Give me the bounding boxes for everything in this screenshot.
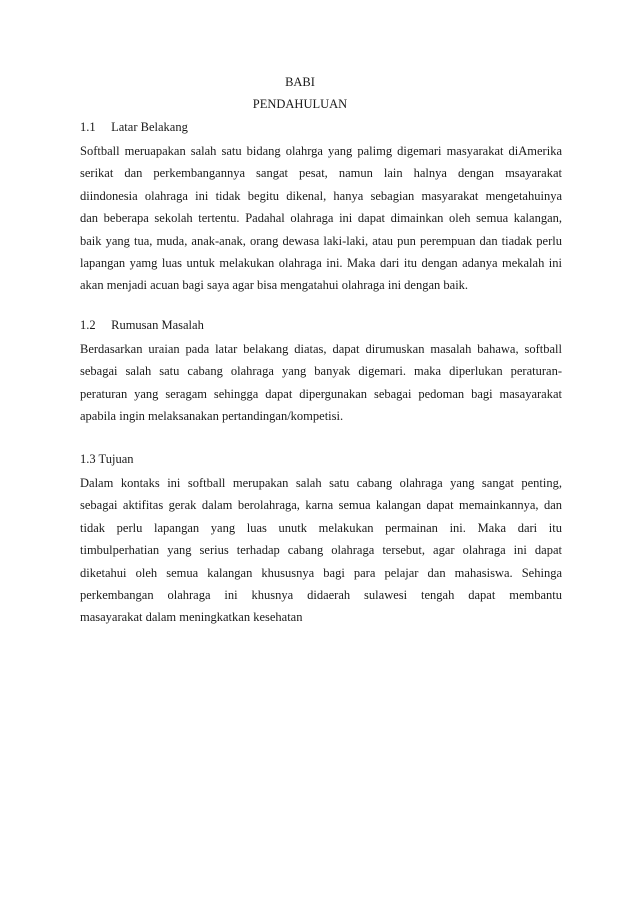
paragraph-line: Berdasarkan uraian pada latar belakang diatas, dapat dirumuskan masalah bahawa, softball [80,342,562,356]
paragraph-line: timbulperhatian yang serius terhadap cabang olahraga tersebut, agar olahraga ini dapat [80,543,562,558]
paragraph-latar-belakang [80,140,562,297]
section-heading-tujuan [80,452,134,467]
paragraph-line: diketahui oleh semua kalangan khususnya bagi para pelajar dan mahasiswa. Sehinga [80,565,562,580]
section-number: 1.1 [80,120,96,134]
section-title: Latar Belakang [111,120,188,134]
paragraph-line: Softball meruapakan salah satu bidang olahrga yang palimg digemari masyarakat diAmerika [80,144,562,158]
paragraph-line: apabila ingin melaksanakan pertandingan/kompetisi. [80,409,344,424]
section-number: 1.3 [80,452,96,466]
section-number: 1.2 [80,318,96,332]
section-heading-latar-belakang [80,120,188,135]
paragraph-rumusan-masalah [80,338,562,428]
paragraph-line: lapangan yamg luas untuk melakukan olahraga ini. Maka dari itu dengan adanya mekalah ini [80,255,562,270]
section-title: Rumusan Masalah [111,318,204,332]
paragraph-line: Dalam kontaks ini softball merupakan salah satu cabang olahraga yang sangat penting, [80,476,562,490]
paragraph-line: diindonesia olahraga ini tidak begitu dikenal, hanya sebagian masyarakat mengetahuinya [80,188,562,203]
section-heading-rumusan-masalah [80,318,204,333]
paragraph-line: sebagai aktifitas gerak dalam berolahraga, karna semua kalangan dapat memainkannya, dan [80,498,562,513]
paragraph-line: sebagai salah satu cabang olahraga yang banyak digemari. maka diperlukan peraturan- [80,364,562,379]
paragraph-line: tidak perlu lapangan yang luas unutk melakukan permainan ini. Maka dari itu [80,520,562,535]
paragraph-line: akan menjadi acuan bagi saya agar bisa mengatahui olahraga ini dengan baik. [80,278,469,293]
paragraph-tujuan [80,472,562,629]
chapter-number: BABI [285,75,315,89]
section-title: Tujuan [98,452,134,466]
paragraph-line: dan beberapa sekolah tertentu. Padahal olahraga ini dapat dimainkan oleh semua kalangan, [80,211,562,226]
paragraph-line: serikat dan perkembangannya sangat pesat, namun lain halnya dengan msayarakat [80,166,562,181]
paragraph-line: baik yang tua, muda, anak-anak, orang dewasa laki-laki, atau pun perempuan dan tiadak perlu [80,233,562,248]
chapter-title: PENDAHULUAN [252,97,348,111]
paragraph-line: perkembangan olahraga ini khusnya didaerah sulawesi tengah dapat membantu [80,587,562,602]
paragraph-line: peraturan yang seragam sehingga dapat dipergunakan sebagai pedoman bagi masayarakat [80,386,562,401]
paragraph-line: masayarakat dalam meningkatkan kesehatan [80,610,303,625]
